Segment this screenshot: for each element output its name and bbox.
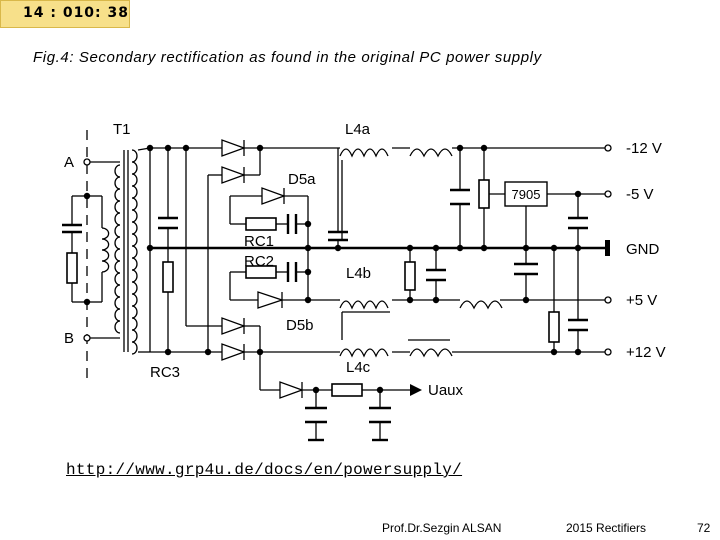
output-label-gnd: GND bbox=[626, 241, 660, 258]
label-rc1: RC1 bbox=[244, 233, 275, 250]
terminal-plus5 bbox=[605, 297, 611, 303]
time-badge: 14 : 010: 38 bbox=[0, 0, 130, 28]
label-d5a: D5a bbox=[288, 171, 316, 188]
output-label-plus5: +5 V bbox=[626, 292, 658, 309]
terminal-minus5 bbox=[605, 191, 611, 197]
resistor-minus5 bbox=[479, 180, 489, 208]
label-l4b: L4b bbox=[346, 265, 372, 282]
inductor-l4c bbox=[340, 349, 388, 356]
inductor-l4c-2 bbox=[410, 349, 452, 356]
resistor-rc3 bbox=[163, 262, 173, 292]
transformer-t1 bbox=[102, 148, 150, 354]
output-label-minus12: -12 V bbox=[626, 140, 662, 157]
footer-title: 2015 Rectifiers bbox=[566, 521, 647, 535]
regulator-label: 7905 bbox=[511, 187, 541, 202]
terminal-b bbox=[84, 335, 90, 341]
resistor-primary bbox=[67, 253, 77, 283]
terminals bbox=[84, 145, 611, 355]
diode-top-1 bbox=[222, 140, 244, 156]
label-b: B bbox=[64, 330, 75, 347]
inductor-l4a bbox=[340, 149, 388, 156]
label-uaux: Uaux bbox=[428, 382, 464, 399]
diode-d5b bbox=[258, 292, 282, 308]
diode-uaux bbox=[280, 382, 302, 398]
resistor-rc1 bbox=[246, 218, 276, 230]
label-d5b: D5b bbox=[286, 317, 314, 334]
terminal-minus12 bbox=[605, 145, 611, 151]
diode-bottom-1 bbox=[222, 318, 244, 334]
source-link[interactable]: http://www.grp4u.de/docs/en/powersupply/ bbox=[66, 461, 463, 479]
terminal-plus12 bbox=[605, 349, 611, 355]
resistor-plus5 bbox=[405, 262, 415, 290]
inductor-l4b bbox=[340, 301, 388, 308]
resistor-plus12 bbox=[549, 312, 559, 342]
footer-page-number: 72 bbox=[697, 521, 711, 535]
inductor-l4b-2 bbox=[460, 301, 502, 308]
diode-d5a bbox=[262, 188, 284, 204]
label-rc2: RC2 bbox=[244, 253, 275, 270]
footer-author: Prof.Dr.Sezgin ALSAN bbox=[382, 521, 502, 535]
terminal-gnd bbox=[605, 240, 610, 256]
label-l4c: L4c bbox=[346, 359, 371, 376]
label-a: A bbox=[64, 154, 75, 171]
terminal-a bbox=[84, 159, 90, 165]
diode-bottom-2 bbox=[222, 344, 244, 360]
figure-caption: Fig.4: Secondary rectification as found in the original PC power supply bbox=[33, 49, 542, 66]
resistor-uaux bbox=[332, 384, 362, 396]
output-label-minus5: -5 V bbox=[626, 186, 654, 203]
label-t1: T1 bbox=[113, 121, 131, 138]
diode-top-2 bbox=[222, 167, 244, 183]
label-l4a: L4a bbox=[345, 121, 371, 138]
output-label-plus12: +12 V bbox=[626, 344, 666, 361]
inductors bbox=[340, 149, 502, 356]
inductor-l4a-2 bbox=[410, 149, 452, 156]
resistors bbox=[67, 180, 559, 396]
uaux-arrow bbox=[410, 384, 422, 396]
capacitors bbox=[62, 190, 588, 422]
label-rc3: RC3 bbox=[150, 364, 181, 381]
